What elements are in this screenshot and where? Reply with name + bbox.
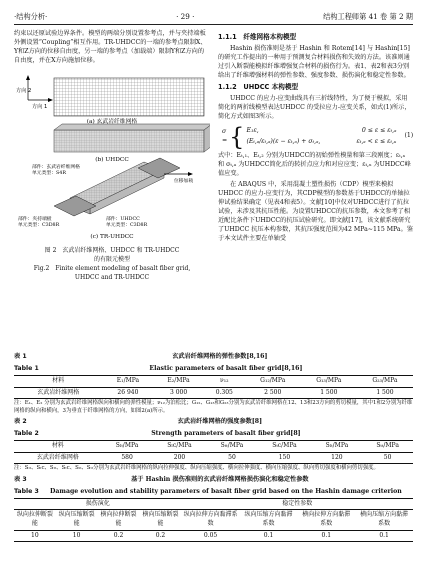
annotation-uhdcc-part: 部件：UHDCC	[106, 216, 140, 222]
heading-1-1-2: 1.1.2 UHDCC 本构模型	[218, 83, 299, 92]
journal-name: 结构工程师第 41 卷 第 2 期	[323, 11, 413, 21]
annotation-endplate-element: 单元类型：C3D8R	[18, 222, 60, 228]
group-damage-evolution: 损伤演化	[14, 498, 181, 510]
annotation-uhdcc-element: 单元类型：C3D8R	[106, 222, 148, 228]
table3-title: 表 3 基于 Hashin 损伤准则的玄武岩纤维网格损伤演化和稳定性参数	[14, 475, 309, 483]
equation-1: σ = { E₁ε, 0 ≤ ε ≤ εₜ,ₐ (Eₜ,ₐ/εₜ,ₐ)(ε − εₜ,ₐ) + σₜ,ₐ, εₜ,ₐ < ε ≤ εₜ,ᵤ (1)	[222, 122, 414, 151]
table-3: 损伤演化 稳定性参数 纵向拉伸断裂能 纵向压缩断裂能 横向拉伸断裂能 横向压缩断裂能 纵向拉伸方向黏滞系数 纵向压缩方向黏滞系数 横向拉伸方向黏滞系数 横向压缩方向黏滞系数 10 10 0.2 0.2 0.05 0.1 0.1 0.1	[14, 498, 413, 543]
uhdcc-panel	[54, 124, 210, 152]
table-row: 玄武岩纤维网格 26 940 3 000 0.305 2 500 1 500 1 500	[14, 387, 413, 399]
page-number: · 29 ·	[176, 11, 195, 21]
annotation-grid-part: 部件：玄武岩纤维网格	[32, 164, 80, 170]
tables-region	[14, 350, 413, 543]
figure-caption-cn-line1: 图 2 玄武岩纤维网格、UHDCC 和 TR-UHDCC	[44, 246, 180, 254]
group-stability: 稳定性参数	[181, 498, 413, 510]
eq-row1-left: E₁ε,	[246, 127, 259, 134]
page-header	[14, 8, 413, 25]
fig-a-caption: (a) 玄武岩纤维网格	[86, 118, 138, 125]
right-column	[218, 30, 413, 246]
table2-title-en: Table 2 Strength parameters of basalt fiber grid[8]	[14, 429, 301, 437]
left-column	[14, 30, 210, 283]
figure-2	[14, 70, 210, 282]
fig-b-caption: (b) UHDCC	[95, 156, 129, 163]
table2-note: 注：Sₗₜ、Sₗc、Sₜₜ、Sₜc、Sₗₜ、Sₜₜ分别为玄武岩纤维网格的纵向拉伸强度、纵向压缩强度、横向拉伸强度、横向压缩强度、纵向剪切强度和横向剪切强度。	[14, 465, 379, 472]
eq-row2-right: εₜ,ₐ < ε ≤ εₜ,ᵤ	[356, 137, 397, 145]
axis-2-label: 方向 2	[16, 87, 32, 94]
figure-caption-cn-line2: 的有限元模型	[93, 256, 130, 264]
section-label: ·结构分析·	[14, 11, 48, 21]
table2-title: 表 2 玄武岩纤维网格的强度参数[8]	[14, 417, 263, 425]
table1-title-en: Table 1 Elastic parameters of basalt fiber grid[8,16]	[14, 364, 303, 372]
equation-lhs: σ =	[222, 128, 228, 144]
eq-row2-left: (Eₜ,ₐ/εₜ,ₐ)(ε − εₜ,ₐ) + σₜ,ₐ,	[246, 137, 321, 145]
fe-model-illustration	[14, 70, 210, 246]
annotation-endplate-part: 部件：夹持端板	[18, 216, 52, 222]
figure-caption-en-line1: Fig.2 Finite element modeling of basalt fiber grid,	[33, 265, 191, 273]
heading-1-1-1: 1.1.1 纤维网格本构模型	[218, 33, 297, 41]
table-1: 材料 E₁/MPa E₂/MPa ν₁₂ G₁₂/MPa G₁₃/MPa G₂₃/MPa 玄武岩纤维网格 26 940 3 000 0.305 2 500 1 500 1 500	[14, 375, 413, 399]
table1-note: 注：E₁、E₂ 分别为玄武岩纤维网格纵向和横向的弹性模量；ν₁₂为泊松比；G₁₂、G₁₃和G₂₃分别为玄武岩纤维网格在12、13和23方向的剪切模量，其中1和2分别为纤维网格的纵向和横向，3为垂直于纤维网格的方向，如图2(a)所示。	[14, 400, 413, 414]
paragraph-uhdcc-model: UHDCC 的应力-应变曲线具有三折线特性，为了便于模拟，采用简化的两折线模型表达UHDCC 的受拉应力-应变关系，如式(1)所示，简化方式如图3所示。	[218, 95, 411, 120]
paragraph-boundary: 约束以还原试验边界条件。模型的两端分别设置参考点，并与夹持端板外侧设置“Coupling”相互作用。TR-UHDCC的一端的参考点限制X、Y和Z方向的位移自由度，另一端的参考点（加载端）限制Y和Z方向的自由度，并在X方向施加位移。	[14, 30, 207, 64]
table-row: 10 10 0.2 0.2 0.05 0.1 0.1 0.1	[14, 530, 413, 542]
table-2: 材料 Sₗₜ/MPa Sₗc/MPa Sₜₜ/MPa Sₜc/MPa Sₗₜ/MPa Sₜₜ/MPa 玄武岩纤维网格 580 200 50 150 120 50	[14, 440, 413, 464]
annotation-grid-element: 单元类型：S4R	[32, 170, 66, 176]
paragraph-cdp: 在 ABAQUS 中，采用混凝土塑性损伤（CDP）模型来模拟 UHDCC 的应力-应变行为，其CDP模型的参数基于UHDCC的单轴拉伸试验结果确定（见表4和表5）。文献[10]中仅对UHDCC进行了抗拉试验，未涉及其抗压性能。为设置UHDCC的抗压参数，本文参考了相近配比条件下UHDCC的抗压试验研究。即文献[17]，该文献系统研究了UHDCC 抗压本构参数，其抗压强度范围为42 MPa~115 MPa。鉴于本文试件主要在单轴受	[218, 180, 414, 242]
fig-c-caption: (c) TR-UHDCC	[90, 233, 134, 240]
figure-caption-en-line2: UHDCC and TR-UHDCC	[74, 274, 150, 282]
table-row: 玄武岩纤维网格 580 200 50 150 120 50	[14, 452, 413, 464]
eq-row1-right: 0 ≤ ε ≤ εₜ,ₐ	[361, 127, 397, 134]
equation-number: (1)	[404, 132, 414, 140]
basalt-grid-panel	[26, 75, 204, 116]
table1-title: 表 1 玄武岩纤维网格的弹性参数[8,16]	[14, 353, 268, 360]
table3-title-en: Table 3 Damage evolution and stability parameters of basalt fiber grid based on the Hashin damage criterion	[14, 487, 402, 495]
paragraph-hashin: Hashin 损伤准则是基于 Hashin 和 Rotem[14] 与 Hashin[15] 的研究工作提出的一种用于预测复合材料损伤和失效的方法。该准则通过引入断裂能模拟纤维增强复合材料的损伤行为。表1、表2和表3分别给出了纤维增强材料的弹性参数、强度参数、损伤演化和稳定性参数。	[218, 44, 410, 79]
annotation-displacement: 位移加载	[174, 178, 194, 184]
paragraph-symbols: 式中：Eₜ,₁、Eₜ,₂ 分别为UHDCC的初始弹性模量和第三段刚度；εₜ,ₐ 和 σₜ,ₐ 为UHDCC简化后的转折点应力和对应应变；εₜ,ᵤ 为UHDCC峰值应变。	[218, 151, 411, 177]
axis-1-label: 方向 1	[32, 103, 48, 110]
